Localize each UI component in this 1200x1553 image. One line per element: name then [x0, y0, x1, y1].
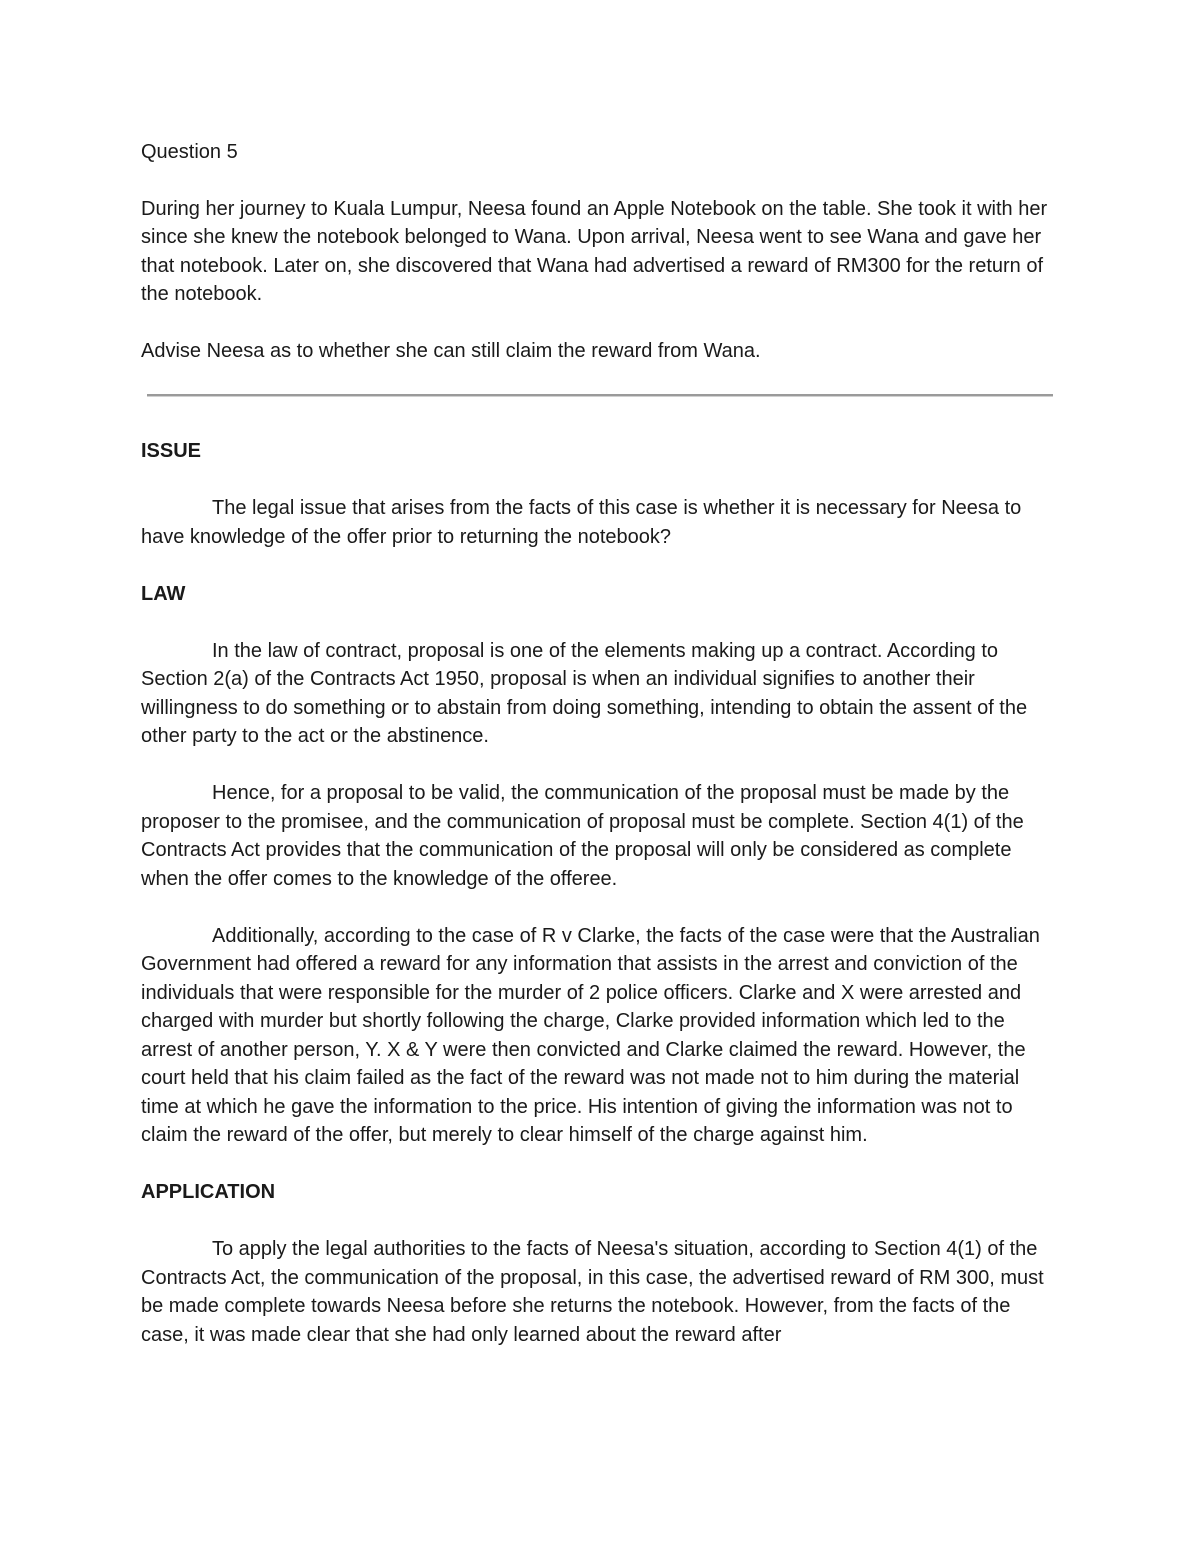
law-heading: LAW	[141, 582, 186, 605]
question-title: Question 5	[141, 141, 238, 163]
document-body	[141, 138, 1061, 1349]
issue-heading: ISSUE	[141, 440, 202, 462]
application-heading: APPLICATION	[141, 1181, 276, 1203]
issue-text: The legal issue that arises from the facts of this case is whether it is necessary for Neesa to have knowledge of the offer prior to returning the notebook?	[141, 497, 1022, 548]
application-text: To apply the legal authorities to the facts of Neesa's situation, according to Section 4(1) of the Contracts Act, the communication of the proposal, in this case, the advertised reward of RM 300, must be made complete towards Neesa before she returns the notebook. However, from the facts of the case, it was made clear that she had only learned about the reward after	[141, 1238, 1044, 1346]
horizontal-divider	[147, 394, 1053, 397]
question-task: Advise Neesa as to whether she can still claim the reward from Wana.	[141, 340, 761, 362]
question-facts: During her journey to Kuala Lumpur, Neesa found an Apple Notebook on the table. She took it with her since she knew the notebook belonged to Wana. Upon arrival, Neesa went to see Wana and gave her that notebook. Later on, she discovered that Wana had advertised a reward of RM300 for the return of the notebook.	[141, 197, 1048, 305]
law-paragraph-1: In the law of contract, proposal is one of the elements making up a contract. According to Section 2(a) of the Contracts Act 1950, proposal is when an individual signifies to another their willingness to do something or to abstain from doing something, intending to obtain the assent of the other party to the act or the abstinence.	[141, 639, 1028, 747]
law-paragraph-3: Additionally, according to the case of R v Clarke, the facts of the case were that the Australian Government had offered a reward for any information that assists in the arrest and conviction of the individuals that were responsible for the murder of 2 police officers. Clarke and X were arrested and charged with murder but shortly following the charge, Clarke provided information which led to the arrest of another person, Y. X & Y were then convicted and Clarke claimed the reward. However, the court held that his claim failed as the fact of the reward was not made not to him during the material time at which he gave the information to the price. His intention of giving the information was not to claim the reward of the offer, but merely to clear himself of the charge against him.	[141, 924, 1040, 1146]
law-paragraph-2: Hence, for a proposal to be valid, the communication of the proposal must be made by the proposer to the promisee, and the communication of proposal must be complete. Section 4(1) of the Contracts Act provides that the communication of the proposal will only be considered as complete when the offer comes to the knowledge of the offeree.	[141, 782, 1024, 890]
